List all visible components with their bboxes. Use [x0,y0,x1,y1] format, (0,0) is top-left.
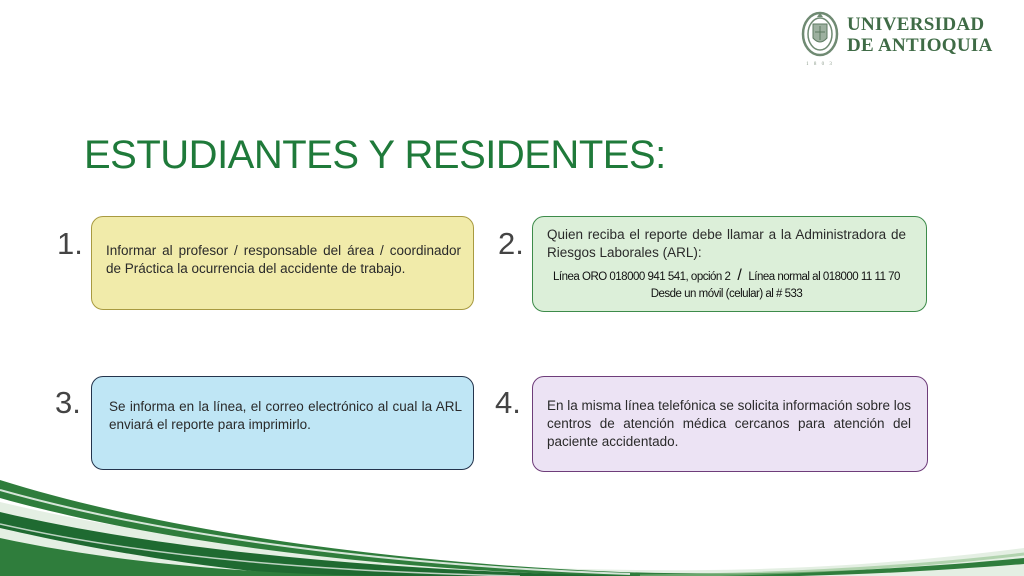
step-number-2: 2. [498,226,524,261]
university-name-line2: DE ANTIOQUIA [847,35,993,56]
phone-line-normal: Línea normal al 018000 11 11 70 [748,271,900,283]
decorative-swoosh [0,440,1024,576]
step-number-1: 1. [57,226,83,261]
step-box-1 [91,216,474,310]
university-logo [800,10,1010,68]
step-text-1: Informar al profesor / responsable del área / coordinador de Práctica la ocurrencia del accidente de trabajo. [106,243,461,276]
seal-year: 1 8 0 3 [806,62,834,67]
university-name-line1: UNIVERSIDAD [847,14,985,35]
page-title: ESTUDIANTES Y RESIDENTES: [84,133,666,177]
university-name [847,14,993,56]
university-seal-icon [800,10,840,62]
step-box-2 [532,216,927,312]
phone-line-oro: Línea ORO 018000 941 541, opción 2 [553,271,731,283]
phone-lines [547,267,906,303]
step-number-4: 4. [495,385,521,420]
step-number-3: 3. [55,385,81,420]
step-text-2: Quien reciba el reporte debe llamar a la Administradora de Riesgos Laborales (ARL): [547,227,906,260]
step-text-3: Se informa en la línea, el correo electrónico al cual la ARL enviará el reporte para imprimirlo. [109,399,462,432]
phone-separator: / [737,267,742,284]
step-text-4: En la misma línea telefónica se solicita información sobre los centros de atención médica cercanos para atención del paciente accidentado. [547,398,911,449]
phone-line-mobile: Desde un móvil (celular) al # 533 [650,288,803,300]
